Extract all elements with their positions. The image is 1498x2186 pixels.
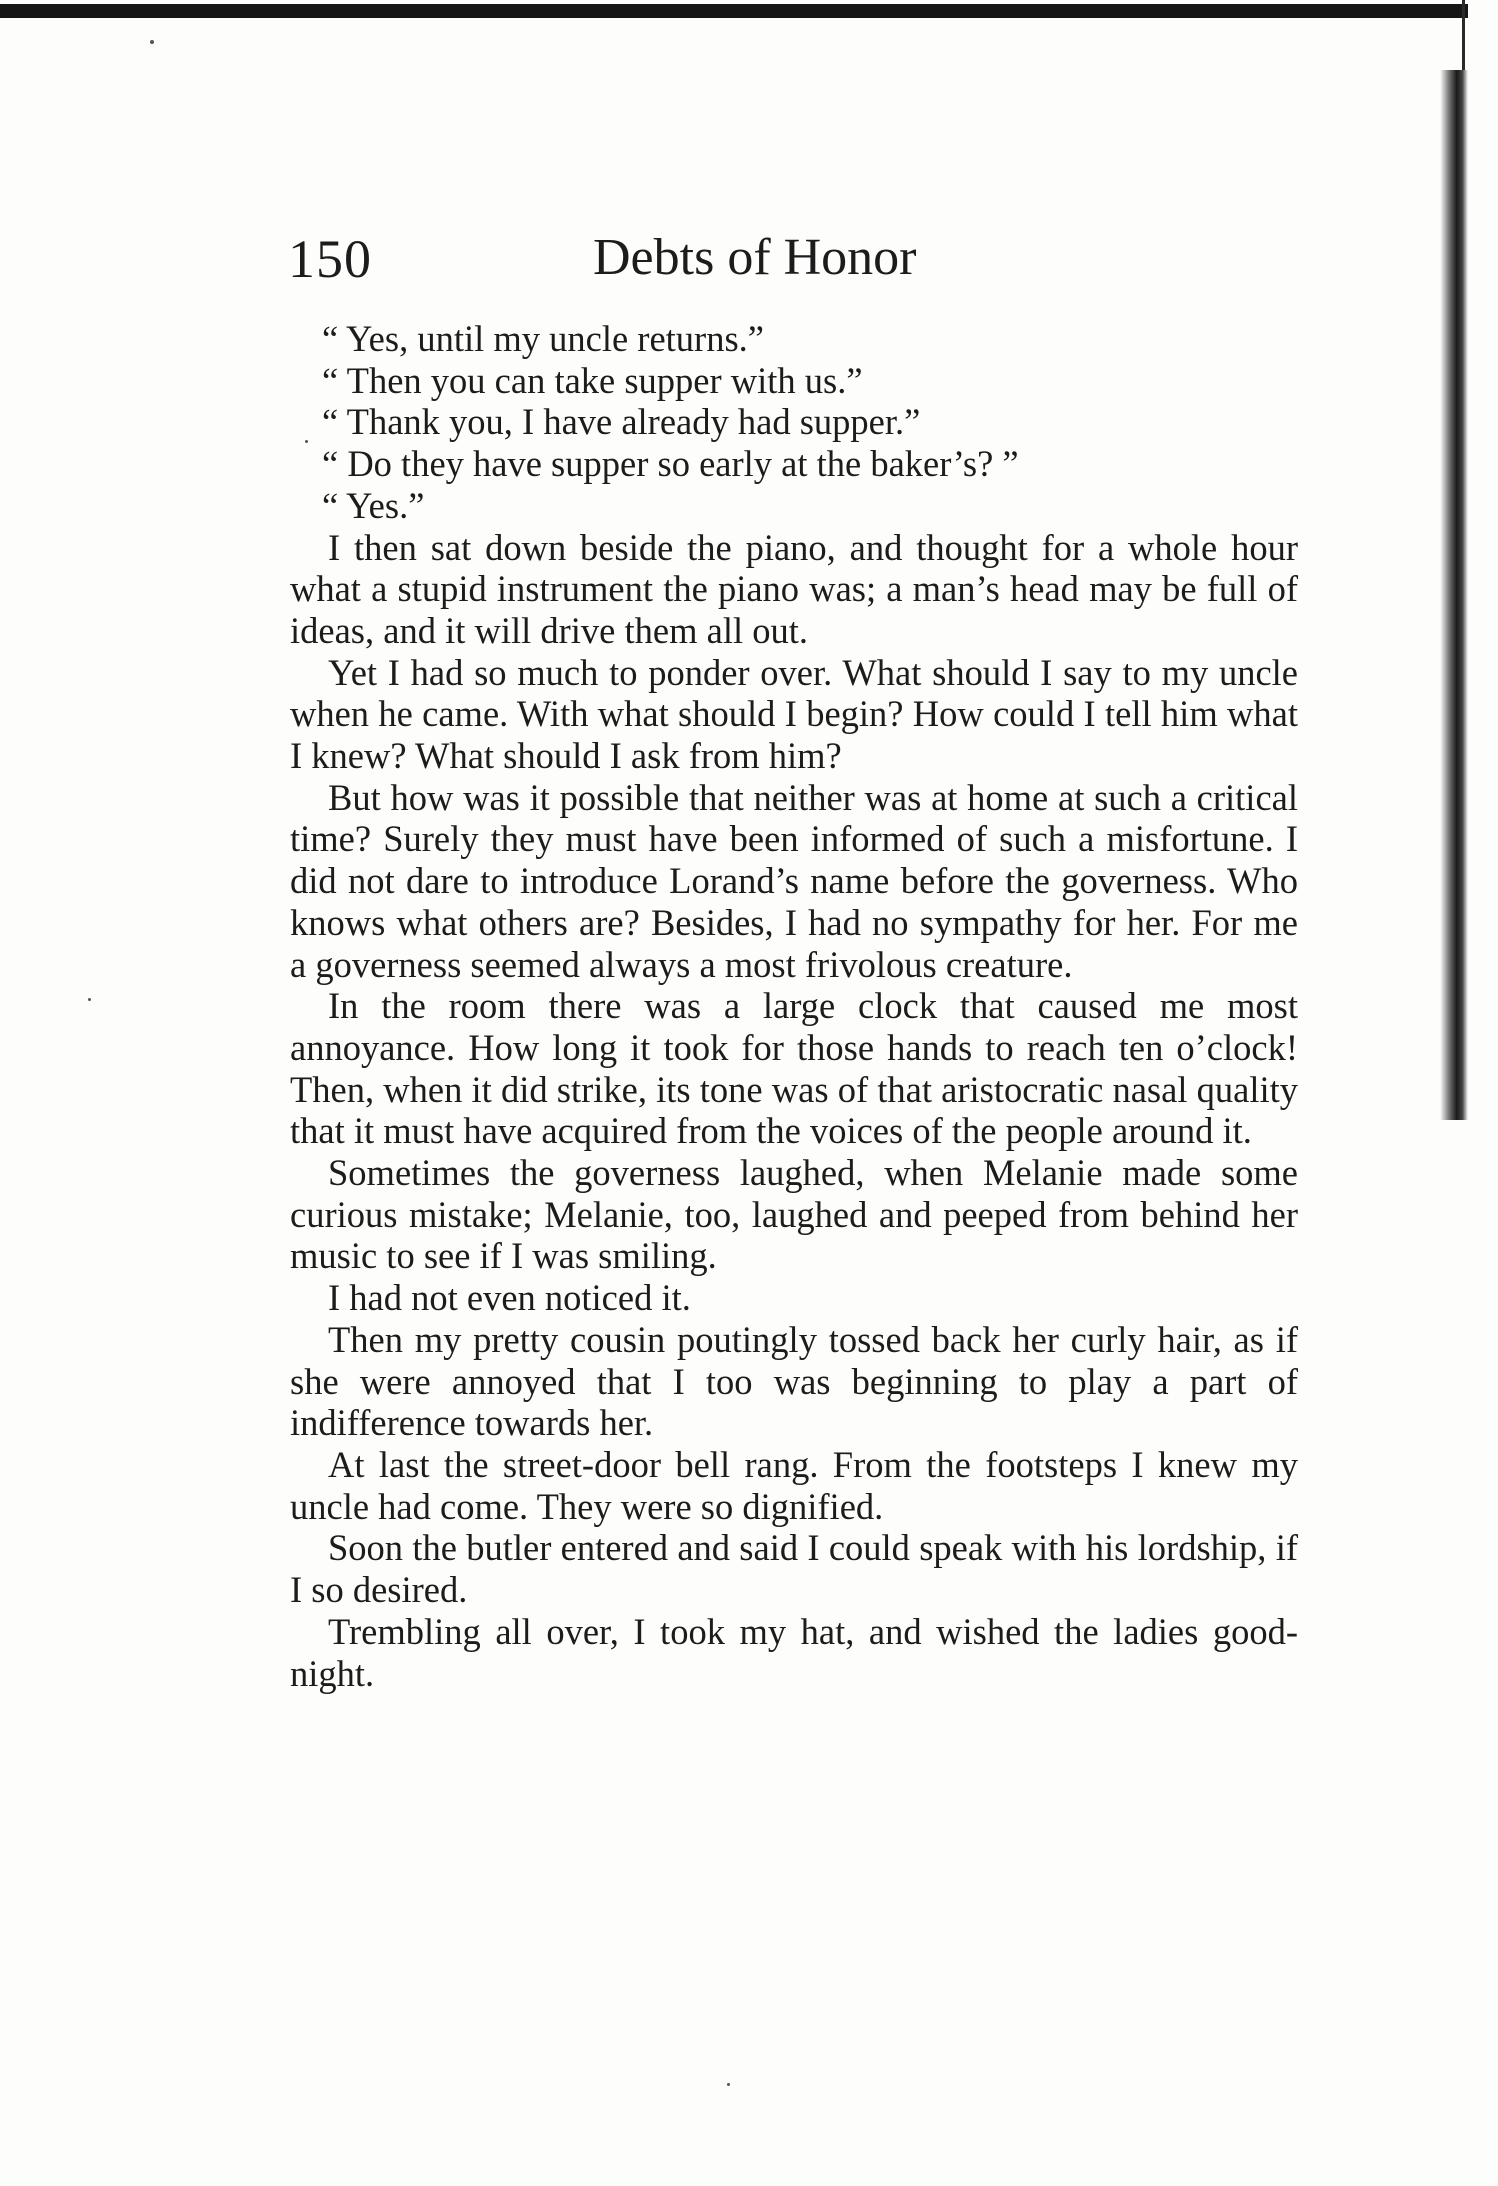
paragraph: Trembling all over, I took my hat, and wished the ladies good-night. (290, 1610, 1298, 1694)
speck (727, 2083, 730, 2086)
paragraph: Yet I had so much to ponder over. What should I say to my uncle when he came. With what should I begin? How could I tell him what I knew? What should I ask from him? (290, 651, 1298, 777)
page-number: 150 (288, 229, 372, 289)
paragraph: I then sat down beside the piano, and thought for a whole hour what a stupid instrument the piano was; a man’s head may be full of ideas, and it will drive them all out. (290, 526, 1298, 651)
dialogue-line: “ Do they have supper so early at the baker’s? ” (322, 443, 1019, 485)
paragraph: Soon the butler entered and said I could speak with his lordship, if I so desired. (290, 1527, 1298, 1611)
dialogue-line: “ Then you can take supper with us.” (322, 359, 863, 401)
paragraph: At last the street-door bell rang. From the footsteps I knew my uncle had come. They were so dignified. (290, 1443, 1298, 1527)
speck (88, 998, 91, 1001)
speck (150, 40, 154, 44)
top-rule (0, 4, 1468, 18)
paragraph: Sometimes the governess laughed, when Melanie made some curious mistake; Melanie, too, laughed and peeped from behind her music to see if I was smiling. (290, 1152, 1298, 1277)
dialogue-line: “ Yes, until my uncle returns.” (322, 318, 764, 359)
paragraph: But how was it possible that neither was at home at such a critical time? Surely they must have been informed of such a misfortune. I did not dare to introduce Lorand’s name before the governess. Who knows what others are? Besides, I had no sympathy for her. For me a governess seemed always a most frivolous creature. (290, 776, 1298, 985)
binding-shadow (1440, 70, 1468, 1120)
paragraph: In the room there was a large clock that caused me most annoyance. How long it took for those hands to reach ten o’clock! Then, when it did strike, its tone was of that aristocratic nasal quality that it must have acquired from the voices of the people around it. (290, 985, 1298, 1152)
paragraph: Then my pretty cousin poutingly tossed back her curly hair, as if she were annoyed that I too was beginning to play a part of indifference towards her. (290, 1318, 1298, 1444)
body-text (290, 318, 1298, 1694)
dialogue-line: “ Thank you, I have already had supper.” (322, 401, 921, 443)
running-title: Debts of Honor (593, 229, 917, 286)
dialogue-line: “ Yes.” (322, 484, 425, 526)
paragraph: I had not even noticed it. (328, 1277, 691, 1319)
page-header (288, 228, 1298, 298)
